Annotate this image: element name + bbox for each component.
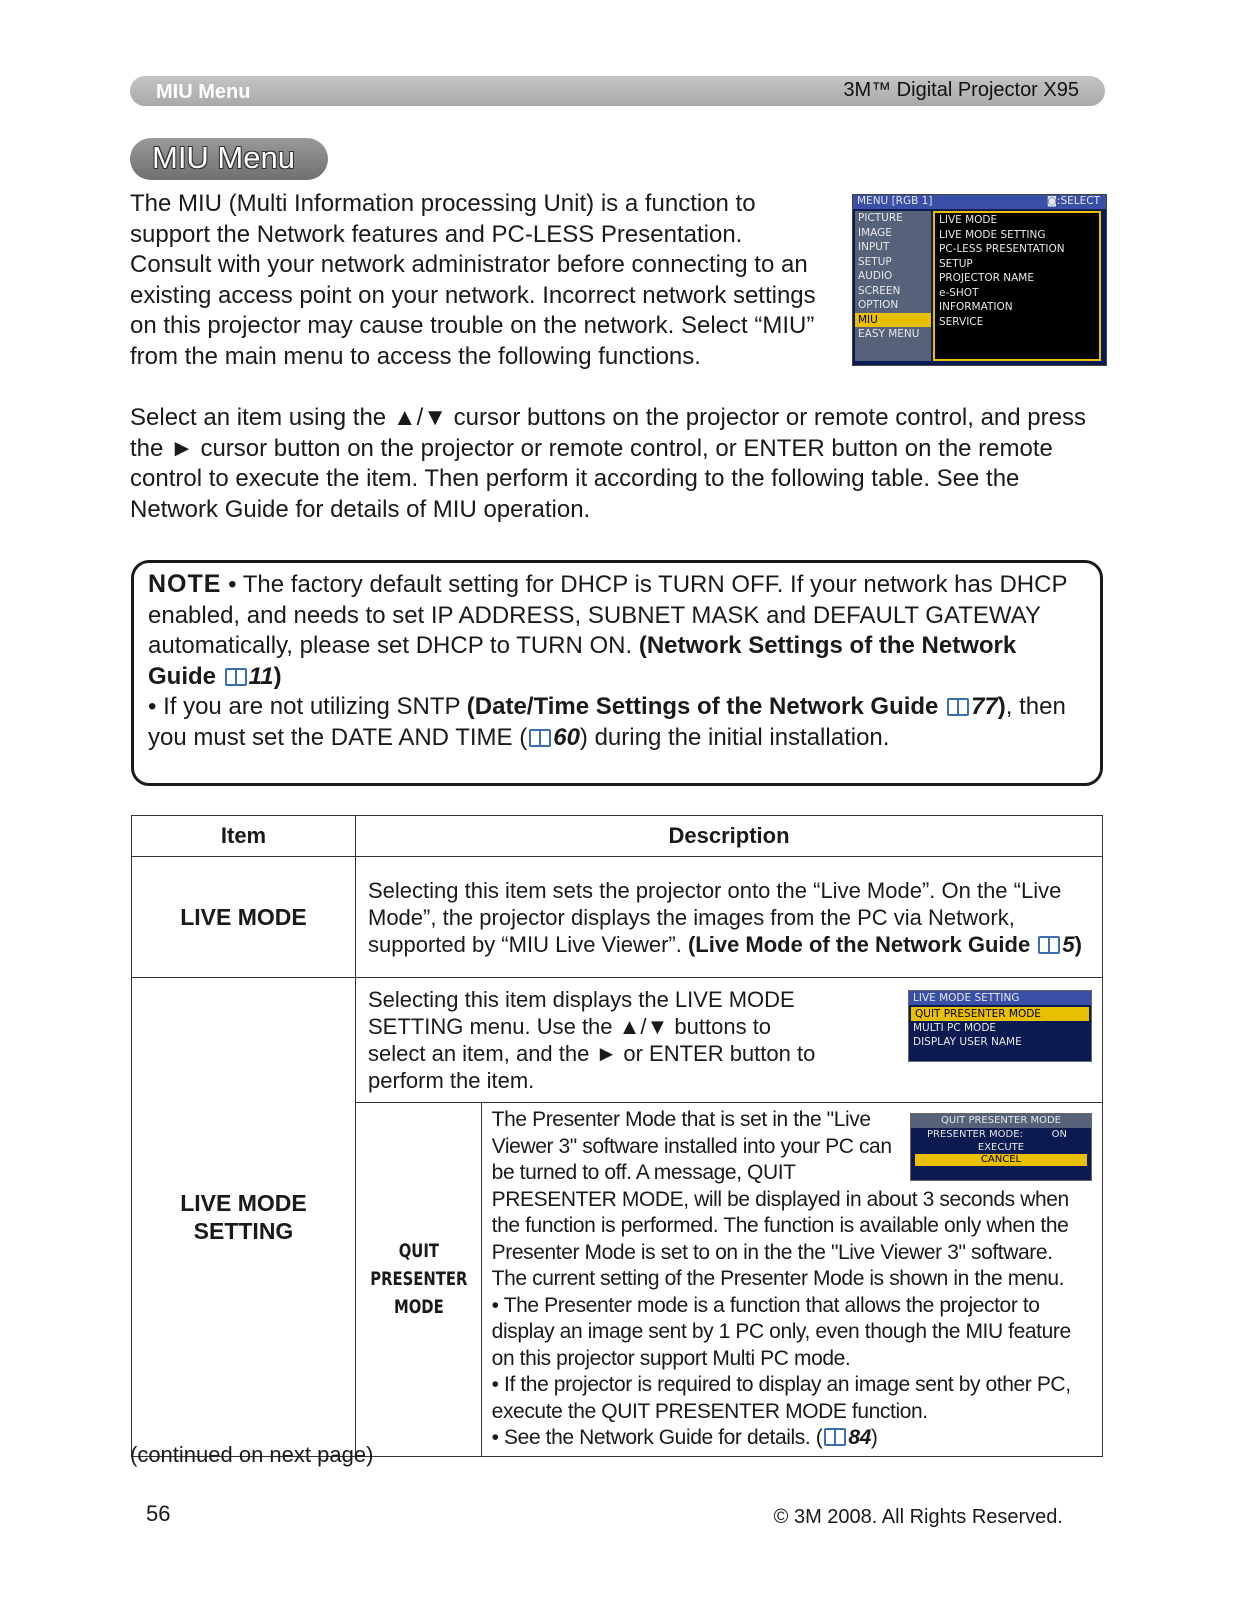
submenu-item: LIVE MODE SETTING <box>939 228 1046 241</box>
menu-item: SETUP <box>858 255 892 268</box>
submenu-item: PROJECTOR NAME <box>939 272 1034 284</box>
quit-presenter-dialog-status <box>911 1128 1091 1142</box>
book-icon <box>225 668 247 686</box>
note-box <box>131 560 1103 786</box>
live-mode-setting-menu-item: MULTI PC MODE <box>913 1022 997 1034</box>
menu-item: EASY MENU <box>858 328 920 340</box>
menu-item: SCREEN <box>858 284 901 297</box>
desc-live-mode-setting <box>356 978 1103 1103</box>
header-bar <box>130 76 1105 106</box>
menu-screenshot <box>852 194 1107 366</box>
item-live-mode-setting <box>132 978 356 1457</box>
menu-item: OPTION <box>858 299 899 311</box>
submenu-item: e-SHOT <box>939 286 979 299</box>
desc-live-mode-ref: (Live Mode of the Network Guide <box>687 931 1037 957</box>
note-bullet-1: • The factory default setting for DHCP is TURN OFF. If your network has DHCP enabled, and needs to set IP ADDRESS, SUBNET MASK and DEFAULT GATEWAY automatically, please set DHCP to TURN ON. <box>148 571 1068 659</box>
menu-screenshot-title: MENU [RGB 1] <box>857 195 933 207</box>
quit-presenter-dialog-cancel: CANCEL <box>915 1154 1087 1166</box>
menu-item-selected: MIU <box>855 313 931 328</box>
note-label: NOTE <box>148 570 222 598</box>
quit-presenter-dialog-status-label: PRESENTER MODE: <box>927 1129 1023 1140</box>
desc-quit-presenter-p1: The Presenter Mode that is set in the "Live Viewer 3" software installed into your PC can be turned to off. A message, QUIT PRESENTER MODE, will be displayed in about 3 seconds when the function is performed. The function is available only when the Presenter Mode is set to on in the the "Live Viewer 3" software. The current setting of the Presenter Mode is shown in the menu. <box>491 1108 1069 1290</box>
desc-quit-presenter-p4: • See the Network Guide for details. ( <box>491 1426 823 1449</box>
continued-note: (continued on next page) <box>130 1442 374 1467</box>
item-quit-presenter-line3: MODE <box>393 1296 444 1319</box>
live-mode-setting-menu-item: DISPLAY USER NAME <box>913 1036 1022 1048</box>
note-ref-page: 11 <box>248 662 274 690</box>
column-header-description: Description <box>356 816 1103 857</box>
copyright-notice: © 3M 2008. All Rights Reserved. <box>773 1506 1063 1528</box>
desc-live-mode <box>356 857 1103 978</box>
book-icon <box>529 729 551 747</box>
table-row-live-mode-setting <box>132 978 1103 1103</box>
column-header-item: Item <box>132 816 356 857</box>
menu-item: IMAGE <box>858 226 892 239</box>
note-bullet-2: • If you are not utilizing SNTP <box>148 693 467 720</box>
live-mode-setting-menu-item-selected: QUIT PRESENTER MODE <box>911 1007 1089 1021</box>
instructions-paragraph: Select an item using the ▲/▼ cursor buttons on the projector or remote control, and press the ► cursor button on the projector or remote control, or ENTER button on the remote control to execute the item. Then perform it according to the following table. See the Network Guide for details of MIU operation. <box>130 404 1086 523</box>
page-title: MIU Menu <box>152 140 295 175</box>
submenu-item: LIVE MODE <box>939 214 998 226</box>
table-row-live-mode <box>132 857 1103 978</box>
item-live-mode-setting-line2: SETTING <box>193 1217 294 1244</box>
note-ref-close: ) <box>997 693 1006 720</box>
book-icon <box>824 1428 846 1446</box>
note-text <box>148 569 1088 753</box>
note-bullet-2-cont: , then you must set the DATE AND TIME ( <box>148 693 1066 751</box>
desc-live-mode-ref-close: ) <box>1074 931 1082 957</box>
submenu-item: INFORMATION <box>939 301 1013 313</box>
item-live-mode-setting-line1: LIVE MODE <box>180 1189 307 1216</box>
quit-presenter-dialog-title: QUIT PRESENTER MODE <box>911 1114 1091 1128</box>
desc-quit-presenter-p3: • If the projector is required to display an image sent by other PC, execute the QUIT PRESENTER MODE function. <box>491 1373 1071 1423</box>
page-number: 56 <box>146 1501 171 1526</box>
item-quit-presenter-mode <box>369 1103 467 1457</box>
book-icon <box>1038 936 1060 954</box>
section-title-pill <box>130 138 328 180</box>
menu-screenshot-main-list <box>855 211 931 361</box>
note-ref-date-time: (Date/Time Settings of the Network Guide <box>466 693 946 720</box>
menu-screenshot-select-hint: ◙:SELECT <box>1046 195 1100 207</box>
submenu-item: SERVICE <box>939 315 984 328</box>
intro-paragraph: The MIU (Multi Information processing Unit) is a function to support the Network features and PC-LESS Presentation. Consult with your network administrator before connecting to an existing access point on your network. Incorrect network settings on this projector may cause trouble on the network. Select “MIU” from the main menu to access the following functions. <box>130 190 816 370</box>
desc-live-mode-setting-text: Selecting this item displays the LIVE MODE SETTING menu. Use the ▲/▼ buttons to select an item, and the ► or ENTER button to perform the item. <box>368 987 816 1093</box>
note-ref-close: ) <box>273 662 282 690</box>
item-quit-presenter-line2: PRESENTER <box>369 1268 467 1291</box>
desc-quit-presenter-p2: • The Presenter mode is a function that allows the projector to display an image sent by 1 PC only, even though the MIU feature on this projector support Multi PC mode. <box>491 1293 1071 1370</box>
item-live-mode: LIVE MODE <box>132 857 356 978</box>
quit-presenter-dialog-screenshot <box>910 1113 1092 1181</box>
desc-live-mode-ref-page: 5 <box>1062 931 1075 957</box>
menu-screenshot-titlebar <box>853 195 1106 209</box>
header-product-label: 3M™ Digital Projector X95 <box>843 79 1079 101</box>
note-ref-page: 60 <box>553 723 580 751</box>
menu-item: PICTURE <box>858 212 903 224</box>
desc-live-mode-text: Selecting this item sets the projector onto the “Live Mode”. On the “Live Mode”, the projector displays the images from the PC via Network, supported by “MIU Live Viewer”. <box>368 877 1062 957</box>
book-icon <box>947 698 969 716</box>
note-ref-page: 77 <box>971 693 998 720</box>
note-bullet-2-end: ) during the initial installation. <box>579 723 890 751</box>
quit-presenter-dialog-execute: EXECUTE <box>977 1142 1025 1153</box>
desc-quit-presenter-mode <box>481 1103 1102 1457</box>
quit-presenter-dialog-status-value: ON <box>1051 1129 1067 1140</box>
desc-quit-presenter-ref-close: ) <box>870 1426 878 1449</box>
note-ref-network-settings: (Network Settings of the Network Guide <box>148 632 1017 690</box>
desc-quit-presenter-ref-page: 84 <box>848 1426 871 1449</box>
miu-items-table <box>131 815 1103 1457</box>
live-mode-setting-menu-screenshot <box>908 990 1092 1062</box>
table-header-row <box>132 816 1103 857</box>
menu-screenshot-submenu <box>933 211 1101 361</box>
submenu-item: SETUP <box>939 257 973 270</box>
item-quit-presenter-line1: QUIT <box>398 1240 439 1263</box>
menu-item: AUDIO <box>858 270 893 282</box>
live-mode-setting-menu-title: LIVE MODE SETTING <box>909 991 1091 1005</box>
submenu-item: PC-LESS PRESENTATION <box>939 243 1065 255</box>
menu-item: INPUT <box>858 241 890 253</box>
header-section-label: MIU Menu <box>156 81 251 103</box>
